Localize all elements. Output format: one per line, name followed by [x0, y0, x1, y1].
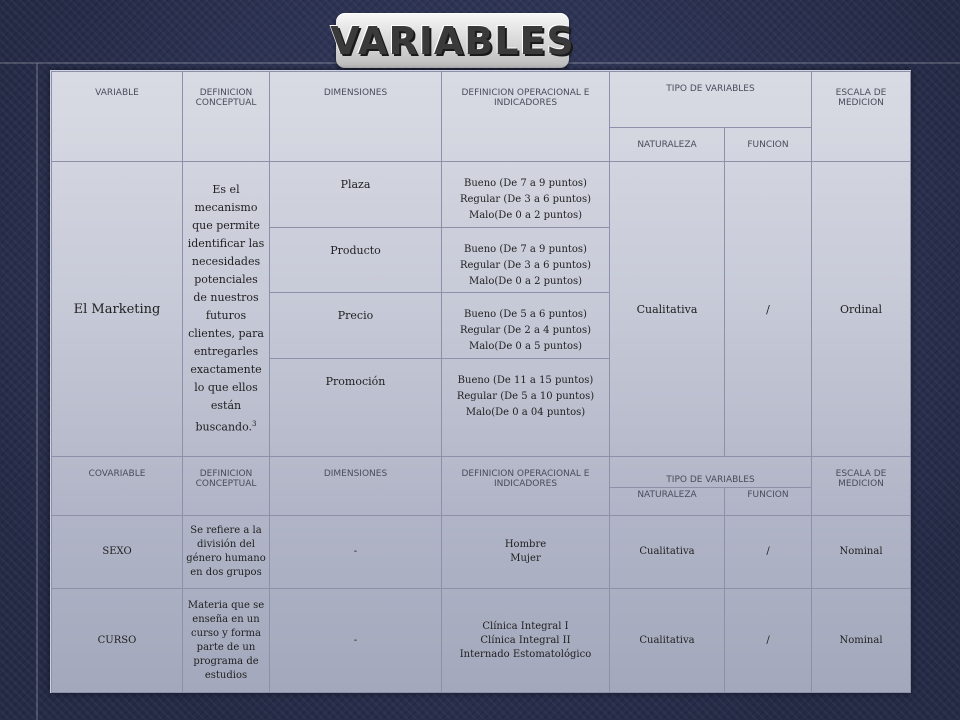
indicator-line: Regular (De 2 a 4 puntos) — [459, 325, 591, 336]
header-definicion-conceptual: DEFINICION CONCEPTUAL — [183, 457, 270, 516]
escala-cell: Nominal — [812, 589, 911, 693]
funcion-cell: / — [725, 162, 812, 457]
header-dimensiones: DIMENSIONES — [270, 72, 442, 162]
dimension-cell: - — [270, 516, 442, 589]
covariable-name: SEXO — [52, 516, 183, 589]
variable-definition — [183, 162, 270, 457]
indicator-line: Hombre — [504, 539, 547, 550]
naturaleza-cell: Cualitativa — [610, 162, 725, 457]
header-escala-de-medicion: ESCALA DE MEDICION — [812, 72, 911, 162]
header-tipo-de-variables: TIPO DE VARIABLES — [610, 457, 812, 488]
dimension-cell: Producto — [270, 228, 442, 293]
variable-definition-text: Es el mecanismo que permite identificar las necesidades potenciales de nuestros futuros clientes, para entregarles exactamente lo que ellos están buscando. — [187, 183, 265, 434]
indicator-line: Internado Estomatológico — [459, 648, 592, 660]
covariable-definition: Se refiere a la división del género humano en dos grupos — [183, 516, 270, 589]
indicator-line: Malo(De 0 a 5 puntos) — [468, 341, 582, 352]
indicator-line: Malo(De 0 a 04 puntos) — [465, 407, 586, 418]
indicator-line: Malo(De 0 a 2 puntos) — [468, 276, 582, 287]
variables-table — [51, 71, 911, 693]
funcion-cell: / — [725, 589, 812, 693]
table-row — [52, 516, 911, 589]
variables-table-container — [50, 70, 911, 693]
indicator-line: Clínica Integral II — [480, 634, 571, 646]
header-naturaleza: NATURALEZA — [610, 488, 725, 516]
indicator-line: Malo(De 0 a 2 puntos) — [468, 210, 582, 221]
indicator-line: Bueno (De 11 a 15 puntos) — [457, 375, 594, 386]
header-definicion-operacional: DEFINICION OPERACIONAL E INDICADORES — [442, 457, 610, 516]
page-title: VARIABLES — [330, 18, 575, 63]
indicators-cell — [442, 589, 610, 693]
header-variable: VARIABLE — [52, 72, 183, 162]
dimension-cell: - — [270, 589, 442, 693]
header-definicion-conceptual: DEFINICION CONCEPTUAL — [183, 72, 270, 162]
title-badge — [330, 13, 575, 68]
dimension-cell: Promoción — [270, 359, 442, 457]
indicator-line: Mujer — [510, 553, 541, 564]
funcion-cell: / — [725, 516, 812, 589]
footnote-marker: 3 — [252, 420, 257, 429]
indicators-cell — [442, 516, 610, 589]
naturaleza-cell: Cualitativa — [610, 589, 725, 693]
naturaleza-cell: Cualitativa — [610, 516, 725, 589]
indicators-cell — [442, 162, 610, 228]
header-definicion-operacional: DEFINICION OPERACIONAL E INDICADORES — [442, 72, 610, 162]
indicator-line: Bueno (De 7 a 9 puntos) — [464, 178, 587, 189]
indicator-line: Clínica Integral I — [482, 620, 569, 632]
covariable-definition: Materia que se enseña en un curso y forma parte de un programa de estudios — [183, 589, 270, 693]
header-tipo-de-variables: TIPO DE VARIABLES — [610, 72, 812, 128]
variable-name: El Marketing — [52, 162, 183, 457]
indicator-line: Bueno (De 5 a 6 puntos) — [464, 309, 587, 320]
indicator-line: Regular (De 5 a 10 puntos) — [456, 391, 595, 402]
dimension-cell: Plaza — [270, 162, 442, 228]
escala-cell: Nominal — [812, 516, 911, 589]
header-covariable: COVARIABLE — [52, 457, 183, 516]
indicator-line: Bueno (De 7 a 9 puntos) — [464, 244, 587, 255]
dimension-cell: Precio — [270, 293, 442, 359]
header-funcion: FUNCION — [725, 488, 812, 516]
indicator-line: Regular (De 3 a 6 puntos) — [459, 194, 591, 205]
escala-cell: Ordinal — [812, 162, 911, 457]
table-row — [52, 162, 911, 228]
header-dimensiones: DIMENSIONES — [270, 457, 442, 516]
indicators-cell — [442, 359, 610, 457]
indicator-line: Regular (De 3 a 6 puntos) — [459, 260, 591, 271]
indicators-cell — [442, 293, 610, 359]
decorative-line — [36, 63, 38, 720]
covariable-name: CURSO — [52, 589, 183, 693]
header-funcion: FUNCION — [725, 128, 812, 162]
covariable-header-row — [52, 457, 911, 488]
indicators-cell — [442, 228, 610, 293]
header-escala-de-medicion: ESCALA DE MEDICION — [812, 457, 911, 516]
header-row — [52, 72, 911, 128]
header-naturaleza: NATURALEZA — [610, 128, 725, 162]
table-row — [52, 589, 911, 693]
